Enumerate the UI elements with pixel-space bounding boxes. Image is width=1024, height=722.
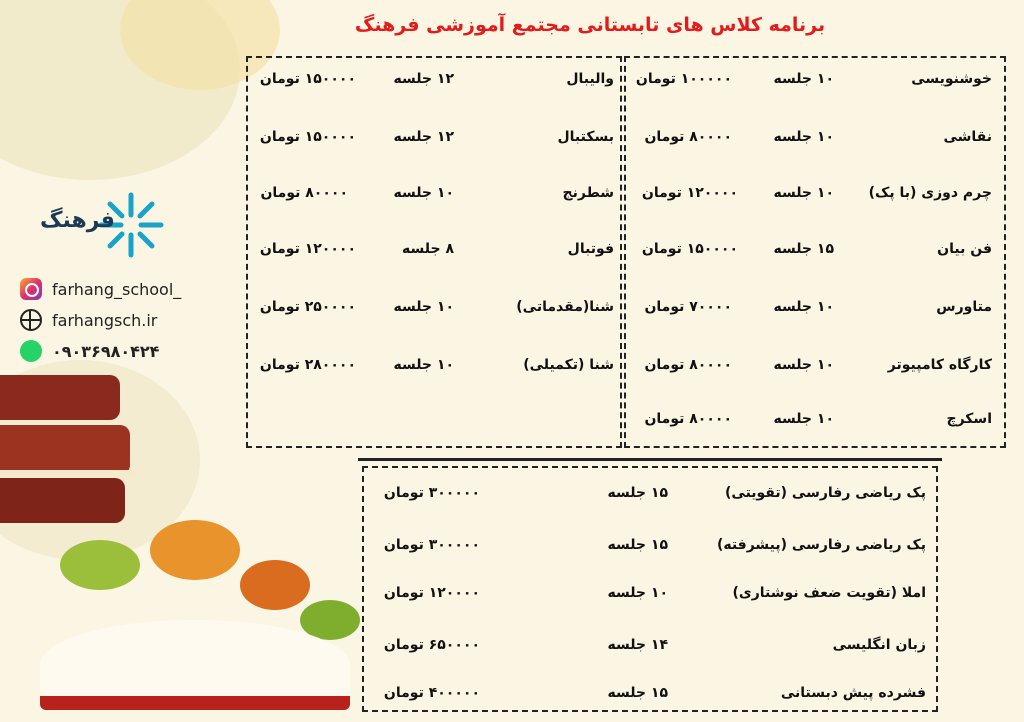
- class-name: متاورس: [936, 299, 992, 315]
- class-sessions: ۱۲ جلسه: [393, 71, 454, 87]
- instagram-icon: [20, 278, 42, 300]
- class-price: ۳۰۰۰۰۰ تومان: [383, 485, 480, 501]
- instagram-link[interactable]: [20, 277, 181, 303]
- class-sessions: ۱۰ جلسه: [773, 129, 834, 145]
- class-name: نقاشی: [943, 129, 992, 145]
- class-name: پک ریاضی رفارسی (پیشرفته): [716, 537, 926, 553]
- class-name: شطرنج: [562, 185, 614, 201]
- class-price: ۷۰۰۰۰ تومان: [644, 299, 732, 315]
- class-sessions: ۱۰ جلسه: [773, 71, 834, 87]
- table-row: [364, 632, 936, 658]
- class-sessions: ۱۵ جلسه: [607, 485, 668, 501]
- open-book-illustration: [40, 620, 350, 710]
- table-row: [364, 680, 936, 706]
- class-price: ۲۸۰۰۰۰ تومان: [259, 357, 356, 373]
- table-row: [248, 180, 620, 206]
- class-price: ۳۰۰۰۰۰ تومان: [383, 537, 480, 553]
- table-row: [626, 66, 1004, 92]
- whatsapp-icon: [20, 340, 42, 362]
- class-price: ۱۲۰۰۰۰ تومان: [383, 585, 480, 601]
- book-illustration: [0, 425, 130, 475]
- website-link[interactable]: [20, 308, 157, 334]
- class-sessions: ۱۵ جلسه: [607, 685, 668, 701]
- autumn-leaf-shape: [150, 520, 240, 580]
- table-row: [626, 124, 1004, 150]
- class-name: والیبال: [566, 71, 614, 87]
- class-name: خوشنویسی: [911, 71, 992, 87]
- book-pages: [0, 470, 135, 476]
- class-name: املا (تقویت ضعف نوشتاری): [732, 585, 926, 601]
- autumn-leaf-shape: [60, 540, 140, 590]
- book-illustration: [0, 375, 120, 420]
- whatsapp-link[interactable]: [20, 339, 159, 365]
- class-sessions: ۱۵ جلسه: [773, 241, 834, 257]
- class-name: شنا(مقدماتی): [516, 299, 614, 315]
- class-sessions: ۱۰ جلسه: [393, 357, 454, 373]
- classes-box-left: [246, 56, 622, 448]
- instagram-handle: farhang_school_: [52, 280, 182, 299]
- table-row: [626, 406, 1004, 432]
- class-price: ۱۲۰۰۰۰ تومان: [259, 241, 356, 257]
- globe-icon: [20, 309, 42, 331]
- class-price: ۱۲۰۰۰۰ تومان: [641, 185, 738, 201]
- class-sessions: ۱۰ جلسه: [607, 585, 668, 601]
- class-price: ۴۰۰۰۰۰ تومان: [383, 685, 480, 701]
- page-title: برنامه کلاس های تابستانی مجتمع آموزشی فرهنگ: [354, 14, 826, 36]
- table-row: [626, 352, 1004, 378]
- class-name: فوتبال: [567, 241, 614, 257]
- divider: [358, 458, 942, 461]
- class-sessions: ۱۰ جلسه: [773, 299, 834, 315]
- class-price: ۲۵۰۰۰۰ تومان: [259, 299, 356, 315]
- class-name: زبان انگلیسی: [832, 637, 926, 653]
- classes-box-right: [624, 56, 1006, 448]
- class-price: ۸۰۰۰۰ تومان: [644, 357, 732, 373]
- book-illustration: [0, 478, 125, 523]
- class-name: فشرده پیش دبستانی: [780, 685, 926, 701]
- class-name: پک ریاضی رفارسی (تقویتی): [725, 485, 926, 501]
- class-price: ۱۵۰۰۰۰ تومان: [259, 129, 356, 145]
- classes-box-bottom: [362, 466, 938, 712]
- whatsapp-number: ۰۹۰۳۶۹۸۰۴۲۴: [52, 342, 160, 361]
- autumn-leaf-shape: [240, 560, 310, 610]
- logo: [36, 190, 166, 260]
- class-price: ۱۰۰۰۰۰ تومان: [635, 71, 732, 87]
- class-price: ۸۰۰۰۰ تومان: [644, 411, 732, 427]
- class-sessions: ۱۰ جلسه: [773, 185, 834, 201]
- class-sessions: ۱۴ جلسه: [607, 637, 668, 653]
- table-row: [364, 580, 936, 606]
- class-price: ۸۰۰۰۰ تومان: [260, 185, 348, 201]
- table-row: [248, 66, 620, 92]
- class-name: بسکتبال: [557, 129, 614, 145]
- table-row: [364, 480, 936, 506]
- table-row: [248, 352, 620, 378]
- class-sessions: ۸ جلسه: [402, 241, 454, 257]
- class-name: اسکرچ: [946, 411, 992, 427]
- table-row: [626, 236, 1004, 262]
- class-price: ۸۰۰۰۰ تومان: [644, 129, 732, 145]
- class-name: فن بیان: [937, 241, 992, 257]
- table-row: [248, 124, 620, 150]
- class-sessions: ۱۰ جلسه: [773, 357, 834, 373]
- table-row: [248, 294, 620, 320]
- class-price: ۱۵۰۰۰۰ تومان: [641, 241, 738, 257]
- class-sessions: ۱۰ جلسه: [773, 411, 834, 427]
- table-row: [626, 180, 1004, 206]
- logo-text: فرهنگ: [40, 208, 115, 233]
- table-row: [364, 532, 936, 558]
- class-name: چرم دوزی (با پک): [868, 185, 992, 201]
- class-price: ۶۵۰۰۰۰ تومان: [383, 637, 480, 653]
- class-sessions: ۱۰ جلسه: [393, 299, 454, 315]
- class-name: کارگاه کامپیوتر: [887, 357, 992, 373]
- table-row: [626, 294, 1004, 320]
- class-price: ۱۵۰۰۰۰ تومان: [259, 71, 356, 87]
- class-sessions: ۱۲ جلسه: [393, 129, 454, 145]
- class-name: شنا (تکمیلی): [523, 357, 614, 373]
- website-url: farhangsch.ir: [52, 311, 158, 330]
- class-sessions: ۱۰ جلسه: [393, 185, 454, 201]
- table-row: [248, 236, 620, 262]
- class-sessions: ۱۵ جلسه: [607, 537, 668, 553]
